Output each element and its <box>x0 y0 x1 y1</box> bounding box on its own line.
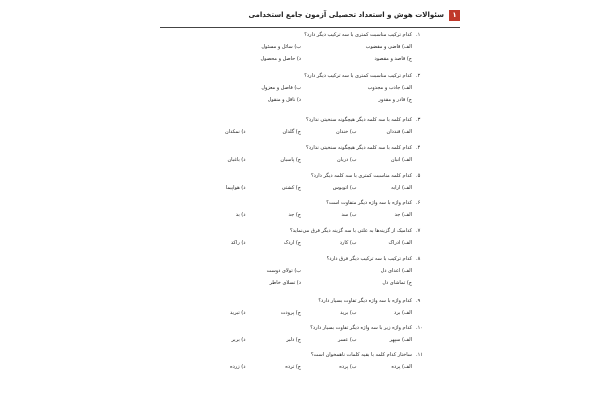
question-text: کدام کلمه با سه کلمه دیگر هیچگونه سنخیتی ندارد؟ <box>306 145 412 151</box>
question-text: کدام کلمه با سه کلمه دیگر هیچگونه سنخیتی ندارد؟ <box>306 117 412 123</box>
option-a: الف) ادراک <box>388 240 412 246</box>
option-c: ج) پاسبان <box>280 157 301 163</box>
option-c: ج) ترده <box>285 364 301 370</box>
option-b: ب) فاصل و معزول <box>261 85 301 91</box>
option-d: د) تسلای خاطر <box>269 280 301 286</box>
option-a: الف) اعدای دل <box>380 268 412 274</box>
option-d: د) حاصل و محصول <box>260 56 301 62</box>
question-number: ۱۰. <box>416 325 423 331</box>
option-b: ب) تولای دوست <box>266 268 301 274</box>
option-a: الف) جاذب و مجذوب <box>367 85 412 91</box>
option-b: ب) پرده <box>339 364 357 370</box>
question-number: ۳. <box>416 117 421 123</box>
question-text: کدامیک از گزینه‌ها به علتی با سه گزینه دیگر فرق می‌نماید؟ <box>289 228 412 234</box>
question-number: ۲. <box>416 73 421 79</box>
option-d: د) ناقل و منقول <box>267 97 301 103</box>
option-d: د) تبرید <box>230 310 246 316</box>
question-1 <box>190 32 421 63</box>
option-a: الف) قنددان <box>386 129 412 135</box>
option-a: الف) جد <box>394 212 412 218</box>
question-2 <box>190 73 421 104</box>
option-a: الف) انبان <box>390 157 412 163</box>
option-a: الف) پرده <box>391 364 412 370</box>
option-b: ب) عسر <box>338 337 357 343</box>
question-text: کدام کلمه مناسبت کمتری با سه کلمه دیگر دارد؟ <box>310 173 412 179</box>
question-text: کدام واژه زیر با سه واژه دیگر تفاوت بسیار دارد؟ <box>310 325 412 331</box>
option-a: الف) سپهر <box>389 337 412 343</box>
option-b: ب) سد <box>341 212 357 218</box>
question-6 <box>190 200 421 219</box>
option-c: ج) قادر و مقدور <box>378 97 412 103</box>
question-number: ۸. <box>416 256 421 262</box>
option-c: ج) قاصد و مقصود <box>374 56 412 62</box>
option-d: د) زرده <box>230 364 246 370</box>
option-d: د) راکد <box>230 240 246 246</box>
option-d: د) بد <box>235 212 246 218</box>
question-number: ۹. <box>416 298 421 304</box>
question-text: کدام ترکیب مناسبت کمتری با سه ترکیب دیگر دارد؟ <box>304 32 412 38</box>
option-b: ب) سائل و مسئول <box>261 44 301 50</box>
option-c: ج) گلدان <box>282 129 301 135</box>
option-b: ب) کارد <box>339 240 357 246</box>
question-number: ۴. <box>416 145 421 151</box>
option-c: ج) تماشای دل <box>382 280 412 286</box>
option-d: د) هواپیما <box>225 185 246 191</box>
option-b: ب) اتوبوس <box>332 185 357 191</box>
question-text: کدام واژه با سه واژه دیگر متفاوت است؟ <box>326 200 412 206</box>
question-text: ساختار کدام کلمه با بقیه کلمات ناهمخوان است؟ <box>310 352 412 358</box>
option-d: د) نمکدان <box>225 129 246 135</box>
question-number: ۵. <box>416 173 421 179</box>
option-c: ج) پرودت <box>280 310 301 316</box>
question-text: کدام واژه با سه واژه دیگر تفاوت بسیار دارد؟ <box>318 298 412 304</box>
page-number-badge: ۱ <box>449 10 460 21</box>
header-divider <box>160 27 460 28</box>
option-b: ب) خندان <box>335 129 357 135</box>
option-a: الف) قاضی و مقضوب <box>365 44 412 50</box>
page-header <box>160 8 460 22</box>
question-3 <box>190 117 421 136</box>
question-number: ۱. <box>416 32 421 38</box>
question-10 <box>190 325 423 344</box>
question-9 <box>190 298 421 317</box>
option-c: ج) جد <box>288 212 301 218</box>
option-c: ج) کشتی <box>281 185 301 191</box>
question-8 <box>190 256 421 287</box>
option-b: ب) برید <box>340 310 357 316</box>
option-d: د) باغبان <box>227 157 246 163</box>
question-number: ۱۱. <box>416 352 423 358</box>
page-title: سئوالات هوش و استعداد تحصیلی آزمون جامع استخدامی <box>248 11 444 19</box>
option-c: ج) دلبر <box>286 337 301 343</box>
option-d: د) بربر <box>231 337 246 343</box>
question-4 <box>190 145 421 164</box>
question-number: ۷. <box>416 228 421 234</box>
question-text: کدام ترکیب مناسبت کمتری با سه ترکیب دیگر دارد؟ <box>304 73 412 79</box>
question-11 <box>190 352 423 371</box>
option-c: ج) اردک <box>283 240 301 246</box>
question-5 <box>190 173 421 192</box>
option-a: الف) ارابه <box>391 185 412 191</box>
question-7 <box>190 228 421 247</box>
question-number: ۶. <box>416 200 421 206</box>
question-text: کدام ترکیب با سه ترکیب دیگر فرق دارد؟ <box>326 256 412 262</box>
option-b: ب) دربان <box>337 157 357 163</box>
option-a: الف) برد <box>393 310 412 316</box>
